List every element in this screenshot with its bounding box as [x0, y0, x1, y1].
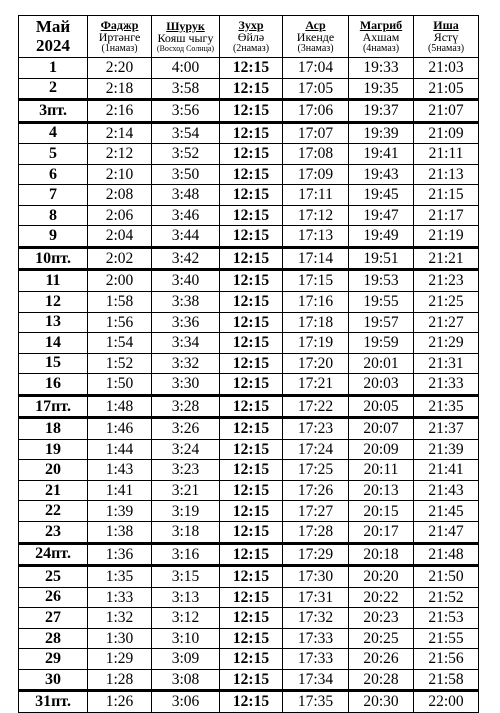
day-cell: 25: [19, 566, 88, 588]
timetable-body: [19, 58, 479, 713]
maghrib-time: 20:05: [349, 395, 414, 418]
table-row: [19, 418, 479, 440]
day-cell: 30: [19, 669, 88, 691]
zuhr-time: 12:15: [220, 226, 283, 248]
prayer-number: (4намаз): [362, 42, 400, 54]
table-row: [19, 566, 479, 588]
shuruk-time: 3:21: [152, 480, 220, 501]
prayer-number: (Восход Солнца): [156, 43, 215, 53]
fajr-time: 2:02: [88, 247, 152, 270]
shuruk-time: 3:40: [152, 270, 220, 292]
maghrib-time: 20:03: [349, 374, 414, 396]
friday-row: [19, 543, 479, 566]
maghrib-time: 19:41: [349, 144, 414, 165]
prayer-number: (2намаз): [232, 42, 270, 54]
fajr-time: 1:43: [88, 460, 152, 481]
fajr-time: 2:04: [88, 226, 152, 248]
asr-time: 17:07: [283, 122, 349, 144]
day-cell: 7: [19, 185, 88, 206]
maghrib-time: 20:26: [349, 649, 414, 670]
zuhr-time: 12:15: [220, 333, 283, 354]
shuruk-time: 3:16: [152, 543, 220, 566]
day-cell: 4: [19, 122, 88, 144]
prayer-header-isha: [414, 16, 479, 58]
asr-time: 17:32: [283, 608, 349, 629]
isha-time: 22:00: [414, 691, 479, 713]
isha-time: 21:17: [414, 205, 479, 226]
day-cell: 24пт.: [19, 543, 88, 566]
day-cell: 22: [19, 501, 88, 522]
day-cell: 12: [19, 292, 88, 313]
shuruk-time: 3:08: [152, 669, 220, 691]
asr-time: 17:08: [283, 144, 349, 165]
zuhr-time: 12:15: [220, 185, 283, 206]
prayer-header-asr: [283, 16, 349, 58]
fajr-time: 1:50: [88, 374, 152, 396]
prayer-number: (5намаз): [427, 42, 465, 54]
isha-time: 21:07: [414, 100, 479, 123]
table-row: [19, 628, 479, 649]
shuruk-time: 3:06: [152, 691, 220, 713]
asr-time: 17:25: [283, 460, 349, 481]
day-cell: 14: [19, 333, 88, 354]
asr-time: 17:21: [283, 374, 349, 396]
isha-time: 21:33: [414, 374, 479, 396]
table-row: [19, 439, 479, 460]
table-row: [19, 226, 479, 248]
day-cell: 31пт.: [19, 691, 88, 713]
fajr-time: 1:32: [88, 608, 152, 629]
prayer-tatar-name: Иртәнге: [98, 30, 141, 45]
table-row: [19, 374, 479, 396]
asr-time: 17:30: [283, 566, 349, 588]
maghrib-time: 20:09: [349, 439, 414, 460]
zuhr-time: 12:15: [220, 292, 283, 313]
year-label: 2024: [36, 35, 70, 55]
asr-time: 17:33: [283, 628, 349, 649]
isha-time: 21:56: [414, 649, 479, 670]
prayer-name: Магриб: [359, 17, 403, 32]
table-row: [19, 649, 479, 670]
table-row: [19, 522, 479, 544]
asr-time: 17:35: [283, 691, 349, 713]
isha-time: 21:27: [414, 312, 479, 333]
maghrib-time: 19:49: [349, 226, 414, 248]
zuhr-time: 12:15: [220, 522, 283, 544]
isha-time: 21:09: [414, 122, 479, 144]
asr-time: 17:19: [283, 333, 349, 354]
prayer-number: (3намаз): [297, 42, 334, 54]
prayer-header-zuhr: [220, 16, 283, 58]
maghrib-time: 19:53: [349, 270, 414, 292]
isha-time: 21:35: [414, 395, 479, 418]
day-cell: 13: [19, 312, 88, 333]
day-cell: 28: [19, 628, 88, 649]
isha-time: 21:13: [414, 164, 479, 185]
fajr-time: 1:28: [88, 669, 152, 691]
maghrib-time: 19:37: [349, 100, 414, 123]
fajr-time: 1:29: [88, 649, 152, 670]
shuruk-time: 3:13: [152, 587, 220, 608]
shuruk-time: 3:09: [152, 649, 220, 670]
table-row: [19, 164, 479, 185]
isha-time: 21:53: [414, 608, 479, 629]
maghrib-time: 20:30: [349, 691, 414, 713]
zuhr-time: 12:15: [220, 374, 283, 396]
zuhr-time: 12:15: [220, 164, 283, 185]
isha-time: 21:58: [414, 669, 479, 691]
zuhr-time: 12:15: [220, 566, 283, 588]
table-row: [19, 587, 479, 608]
zuhr-time: 12:15: [220, 628, 283, 649]
asr-time: 17:16: [283, 292, 349, 313]
zuhr-time: 12:15: [220, 649, 283, 670]
fajr-time: 2:18: [88, 78, 152, 100]
prayer-number: (1намаз): [101, 42, 138, 54]
friday-row: [19, 100, 479, 123]
maghrib-time: 20:22: [349, 587, 414, 608]
fajr-time: 1:58: [88, 292, 152, 313]
day-cell: 21: [19, 480, 88, 501]
asr-time: 17:14: [283, 247, 349, 270]
zuhr-time: 12:15: [220, 78, 283, 100]
maghrib-time: 20:20: [349, 566, 414, 588]
zuhr-time: 12:15: [220, 543, 283, 566]
prayer-name: Иша: [433, 17, 459, 32]
zuhr-time: 12:15: [220, 480, 283, 501]
maghrib-time: 19:35: [349, 78, 414, 100]
asr-time: 17:11: [283, 185, 349, 206]
day-cell: 15: [19, 353, 88, 374]
fajr-time: 1:46: [88, 418, 152, 440]
fajr-time: 1:30: [88, 628, 152, 649]
fajr-time: 2:12: [88, 144, 152, 165]
shuruk-time: 3:32: [152, 353, 220, 374]
isha-time: 21:19: [414, 226, 479, 248]
shuruk-time: 3:28: [152, 395, 220, 418]
fajr-time: 1:35: [88, 566, 152, 588]
day-cell: 27: [19, 608, 88, 629]
maghrib-time: 19:47: [349, 205, 414, 226]
prayer-times-table: [18, 15, 479, 713]
asr-time: 17:15: [283, 270, 349, 292]
asr-time: 17:23: [283, 418, 349, 440]
shuruk-time: 3:44: [152, 226, 220, 248]
maghrib-time: 20:28: [349, 669, 414, 691]
asr-time: 17:26: [283, 480, 349, 501]
friday-row: [19, 247, 479, 270]
day-cell: 5: [19, 144, 88, 165]
zuhr-time: 12:15: [220, 270, 283, 292]
shuruk-time: 3:18: [152, 522, 220, 544]
zuhr-time: 12:15: [220, 247, 283, 270]
month-label: Май: [35, 16, 71, 36]
fajr-time: 1:56: [88, 312, 152, 333]
shuruk-time: 3:15: [152, 566, 220, 588]
fajr-time: 1:33: [88, 587, 152, 608]
prayer-name: Шурук: [166, 18, 205, 33]
zuhr-time: 12:15: [220, 58, 283, 79]
shuruk-time: 3:38: [152, 292, 220, 313]
fajr-time: 2:06: [88, 205, 152, 226]
zuhr-time: 12:15: [220, 460, 283, 481]
table-row: [19, 122, 479, 144]
shuruk-time: 3:19: [152, 501, 220, 522]
shuruk-time: 3:26: [152, 418, 220, 440]
isha-time: 21:15: [414, 185, 479, 206]
shuruk-time: 3:58: [152, 78, 220, 100]
asr-time: 17:24: [283, 439, 349, 460]
isha-time: 21:29: [414, 333, 479, 354]
asr-time: 17:12: [283, 205, 349, 226]
asr-time: 17:22: [283, 395, 349, 418]
zuhr-time: 12:15: [220, 312, 283, 333]
zuhr-time: 12:15: [220, 395, 283, 418]
zuhr-time: 12:15: [220, 669, 283, 691]
maghrib-time: 20:11: [349, 460, 414, 481]
shuruk-time: 3:36: [152, 312, 220, 333]
asr-time: 17:09: [283, 164, 349, 185]
prayer-tatar-name: Икенде: [296, 30, 335, 45]
day-cell: 29: [19, 649, 88, 670]
zuhr-time: 12:15: [220, 501, 283, 522]
maghrib-time: 19:33: [349, 58, 414, 79]
fajr-time: 1:41: [88, 480, 152, 501]
asr-time: 17:33: [283, 649, 349, 670]
prayer-header-fajr: [88, 16, 152, 58]
maghrib-time: 20:25: [349, 628, 414, 649]
isha-time: 21:05: [414, 78, 479, 100]
day-cell: 20: [19, 460, 88, 481]
shuruk-time: 3:34: [152, 333, 220, 354]
shuruk-time: 3:50: [152, 164, 220, 185]
shuruk-time: 3:56: [152, 100, 220, 123]
isha-time: 21:25: [414, 292, 479, 313]
month-header: [19, 16, 88, 58]
shuruk-time: 3:24: [152, 439, 220, 460]
isha-time: 21:39: [414, 439, 479, 460]
day-cell: 2: [19, 78, 88, 100]
asr-time: 17:28: [283, 522, 349, 544]
shuruk-time: 3:12: [152, 608, 220, 629]
fajr-time: 2:00: [88, 270, 152, 292]
maghrib-time: 20:01: [349, 353, 414, 374]
prayer-tatar-name: Өйлә: [237, 30, 265, 45]
shuruk-time: 3:54: [152, 122, 220, 144]
table-row: [19, 353, 479, 374]
asr-time: 17:31: [283, 587, 349, 608]
shuruk-time: 3:42: [152, 247, 220, 270]
asr-time: 17:34: [283, 669, 349, 691]
zuhr-time: 12:15: [220, 587, 283, 608]
table-row: [19, 205, 479, 226]
isha-time: 21:52: [414, 587, 479, 608]
friday-row: [19, 691, 479, 713]
table-row: [19, 501, 479, 522]
maghrib-time: 20:07: [349, 418, 414, 440]
prayer-timetable-sheet: [18, 15, 478, 713]
day-cell: 6: [19, 164, 88, 185]
shuruk-time: 3:10: [152, 628, 220, 649]
maghrib-time: 19:59: [349, 333, 414, 354]
table-row: [19, 480, 479, 501]
prayer-tatar-name: Ахшам: [362, 30, 400, 45]
day-cell: 1: [19, 58, 88, 79]
fajr-time: 1:48: [88, 395, 152, 418]
maghrib-time: 19:39: [349, 122, 414, 144]
isha-time: 21:48: [414, 543, 479, 566]
table-row: [19, 78, 479, 100]
prayer-header-shuruk: [152, 16, 220, 58]
maghrib-time: 20:15: [349, 501, 414, 522]
isha-time: 21:37: [414, 418, 479, 440]
maghrib-time: 20:17: [349, 522, 414, 544]
zuhr-time: 12:15: [220, 205, 283, 226]
day-cell: 11: [19, 270, 88, 292]
fajr-time: 2:10: [88, 164, 152, 185]
maghrib-time: 20:13: [349, 480, 414, 501]
shuruk-time: 3:46: [152, 205, 220, 226]
maghrib-time: 19:51: [349, 247, 414, 270]
day-cell: 19: [19, 439, 88, 460]
day-cell: 18: [19, 418, 88, 440]
isha-time: 21:11: [414, 144, 479, 165]
fajr-time: 2:08: [88, 185, 152, 206]
day-cell: 23: [19, 522, 88, 544]
fajr-time: 1:52: [88, 353, 152, 374]
friday-row: [19, 395, 479, 418]
isha-time: 21:03: [414, 58, 479, 79]
fajr-time: 1:38: [88, 522, 152, 544]
table-row: [19, 185, 479, 206]
zuhr-time: 12:15: [220, 691, 283, 713]
prayer-tatar-name: Кояш чыгу: [157, 31, 214, 46]
isha-time: 21:31: [414, 353, 479, 374]
prayer-name: Фаджр: [100, 17, 139, 32]
day-cell: 26: [19, 587, 88, 608]
shuruk-time: 3:52: [152, 144, 220, 165]
zuhr-time: 12:15: [220, 100, 283, 123]
shuruk-time: 3:23: [152, 460, 220, 481]
asr-time: 17:29: [283, 543, 349, 566]
shuruk-time: 3:30: [152, 374, 220, 396]
isha-time: 21:47: [414, 522, 479, 544]
isha-time: 21:45: [414, 501, 479, 522]
isha-time: 21:50: [414, 566, 479, 588]
asr-time: 17:20: [283, 353, 349, 374]
table-row: [19, 144, 479, 165]
table-row: [19, 608, 479, 629]
isha-time: 21:43: [414, 480, 479, 501]
isha-time: 21:41: [414, 460, 479, 481]
isha-time: 21:21: [414, 247, 479, 270]
day-cell: 8: [19, 205, 88, 226]
table-row: [19, 292, 479, 313]
zuhr-time: 12:15: [220, 439, 283, 460]
zuhr-time: 12:15: [220, 353, 283, 374]
fajr-time: 1:44: [88, 439, 152, 460]
fajr-time: 1:39: [88, 501, 152, 522]
fajr-time: 2:20: [88, 58, 152, 79]
asr-time: 17:04: [283, 58, 349, 79]
day-cell: 9: [19, 226, 88, 248]
asr-time: 17:27: [283, 501, 349, 522]
day-cell: 3пт.: [19, 100, 88, 123]
shuruk-time: 4:00: [152, 58, 220, 79]
prayer-tatar-name: Ястү: [433, 30, 459, 45]
table-row: [19, 58, 479, 79]
asr-time: 17:06: [283, 100, 349, 123]
zuhr-time: 12:15: [220, 608, 283, 629]
prayer-name: Аср: [305, 17, 326, 32]
isha-time: 21:55: [414, 628, 479, 649]
maghrib-time: 20:18: [349, 543, 414, 566]
zuhr-time: 12:15: [220, 418, 283, 440]
day-cell: 17пт.: [19, 395, 88, 418]
table-row: [19, 270, 479, 292]
fajr-time: 1:54: [88, 333, 152, 354]
asr-time: 17:13: [283, 226, 349, 248]
prayer-name: Зухр: [238, 17, 264, 32]
maghrib-time: 19:57: [349, 312, 414, 333]
table-row: [19, 312, 479, 333]
asr-time: 17:18: [283, 312, 349, 333]
maghrib-time: 19:43: [349, 164, 414, 185]
zuhr-time: 12:15: [220, 144, 283, 165]
header-row: [19, 16, 479, 58]
fajr-time: 1:36: [88, 543, 152, 566]
asr-time: 17:05: [283, 78, 349, 100]
table-row: [19, 333, 479, 354]
shuruk-time: 3:48: [152, 185, 220, 206]
zuhr-time: 12:15: [220, 122, 283, 144]
fajr-time: 2:16: [88, 100, 152, 123]
maghrib-time: 20:23: [349, 608, 414, 629]
maghrib-time: 19:45: [349, 185, 414, 206]
fajr-time: 2:14: [88, 122, 152, 144]
isha-time: 21:23: [414, 270, 479, 292]
prayer-header-maghrib: [349, 16, 414, 58]
day-cell: 16: [19, 374, 88, 396]
fajr-time: 1:26: [88, 691, 152, 713]
table-row: [19, 669, 479, 691]
table-row: [19, 460, 479, 481]
maghrib-time: 19:55: [349, 292, 414, 313]
day-cell: 10пт.: [19, 247, 88, 270]
